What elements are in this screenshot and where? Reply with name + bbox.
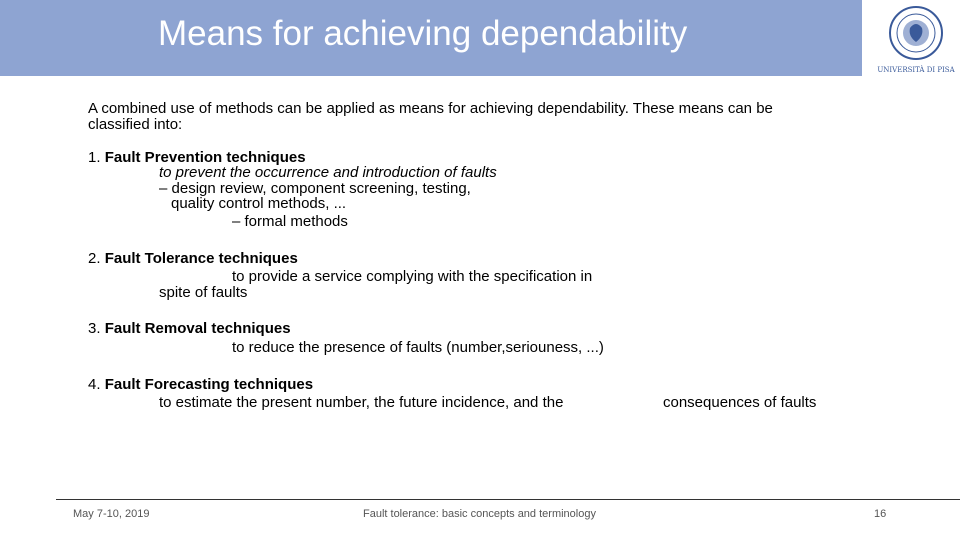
item-2-description-1: to provide a service complying with the specification in [232,268,593,285]
svg-text:UNIVERSITÀ DI PISA: UNIVERSITÀ DI PISA [877,66,955,74]
item-3-number: 3. [88,320,101,337]
item-1-number: 1. [88,149,101,166]
item-4-title: Fault Forecasting techniques [104,376,314,393]
item-1-description: to prevent the occurrence and introduction of faults [159,164,497,181]
item-4-description-1: to estimate the present number, the future incidence, and the [159,394,564,411]
intro-line-1: A combined use of methods can be applied as means for achieving dependability. These means can be [88,100,773,117]
intro-line-2: classified into: [88,116,183,133]
footer-title: Fault tolerance: basic concepts and terminology [363,508,596,520]
footer-date: May 7-10, 2019 [73,508,150,520]
item-3-title: Fault Removal techniques [104,320,291,337]
item-4-heading [88,377,313,393]
footer-divider [56,499,960,500]
item-3-heading [88,321,291,337]
item-4-number: 4. [88,376,101,393]
item-1-sub-1: – design review, component screening, testing, [159,180,471,197]
university-seal-logo [872,0,960,76]
slide-title: Means for achieving dependability [158,14,688,53]
page-number: 16 [874,508,887,520]
item-4-description-2: consequences of faults [663,394,817,411]
item-2-number: 2. [88,250,101,267]
item-1-title: Fault Prevention techniques [104,149,306,166]
item-2-description-2: spite of faults [159,284,248,301]
item-2-title: Fault Tolerance techniques [104,250,298,267]
item-2-heading [88,251,298,267]
item-3-description: to reduce the presence of faults (number,seriouness, ...) [232,339,604,356]
item-1-sub-3: – formal methods [232,213,348,230]
item-1-sub-2: quality control methods, ... [171,195,347,212]
